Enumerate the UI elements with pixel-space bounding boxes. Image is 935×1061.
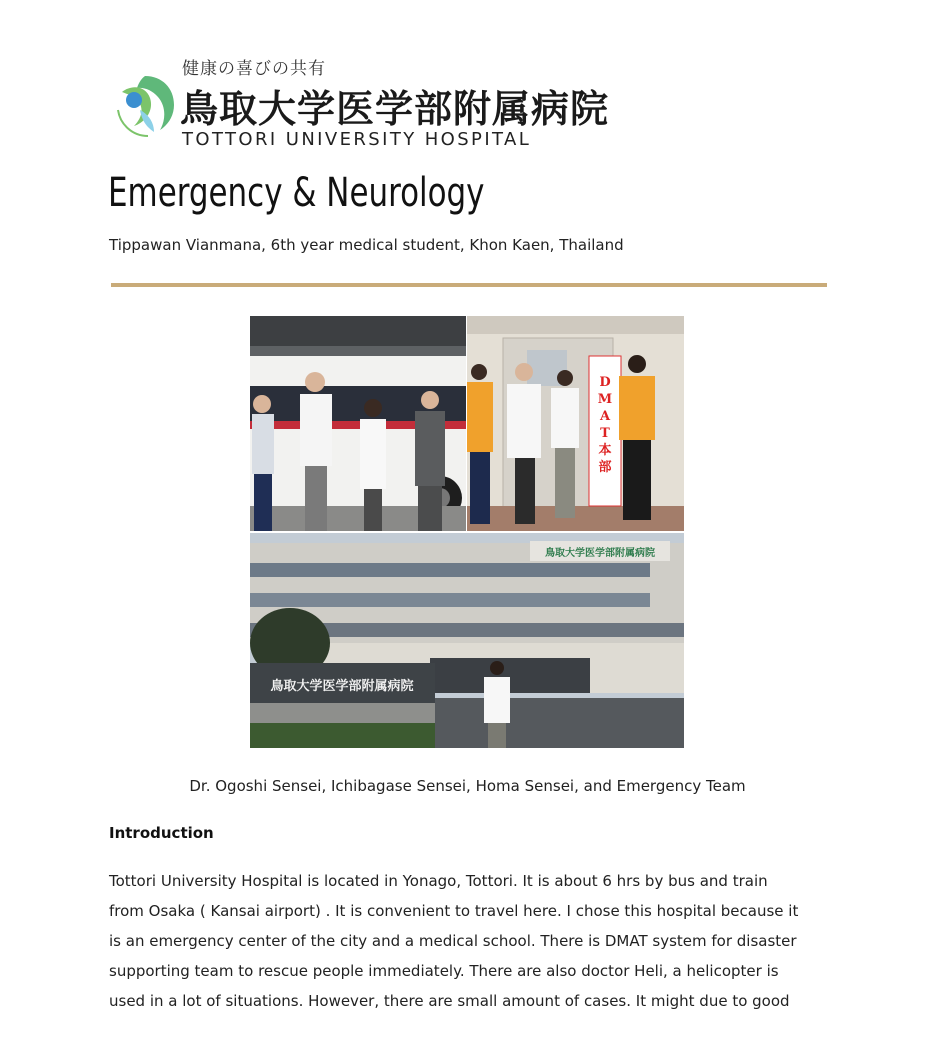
hospital-tagline: 健康の喜びの共有 xyxy=(182,59,326,79)
photo-dmat-team xyxy=(467,316,684,531)
paragraph-line: is an emergency center of the city and a medical school. There is DMAT system for disaster xyxy=(109,932,797,950)
introduction-heading: Introduction xyxy=(109,824,214,842)
hospital-logo-icon xyxy=(110,70,180,142)
document-title: Emergency & Neurology xyxy=(108,170,485,216)
hospital-sign-text: 鳥取大学医学部附属病院 xyxy=(270,679,414,694)
paragraph-line: Tottori University Hospital is located in Yonago, Tottori. It is about 6 hrs by bus and train xyxy=(109,872,768,890)
dmat-banner-text: D M A T 本部 xyxy=(597,375,613,475)
introduction-paragraph xyxy=(109,866,829,1016)
photo-caption: Dr. Ogoshi Sensei, Ichibagase Sensei, Homa Sensei, and Emergency Team xyxy=(189,777,746,795)
divider-rule xyxy=(111,283,827,287)
photo-ambulance-team xyxy=(250,316,466,531)
photo-hospital-building xyxy=(250,533,684,748)
paragraph-line: supporting team to rescue people immediately. There are also doctor Heli, a helicopter is xyxy=(109,962,779,980)
paragraph-line: from Osaka ( Kansai airport) . It is convenient to travel here. I chose this hospital because it xyxy=(109,902,799,920)
author-line: Tippawan Vianmana, 6th year medical student, Khon Kaen, Thailand xyxy=(109,236,624,254)
building-sign-text: 鳥取大学医学部附属病院 xyxy=(545,548,655,559)
hospital-name-english: TOTTORI UNIVERSITY HOSPITAL xyxy=(182,129,532,150)
hospital-name-japanese: 鳥取大学医学部附属病院 xyxy=(180,87,610,131)
paragraph-line: used in a lot of situations. However, there are small amount of cases. It might due to good xyxy=(109,992,790,1010)
